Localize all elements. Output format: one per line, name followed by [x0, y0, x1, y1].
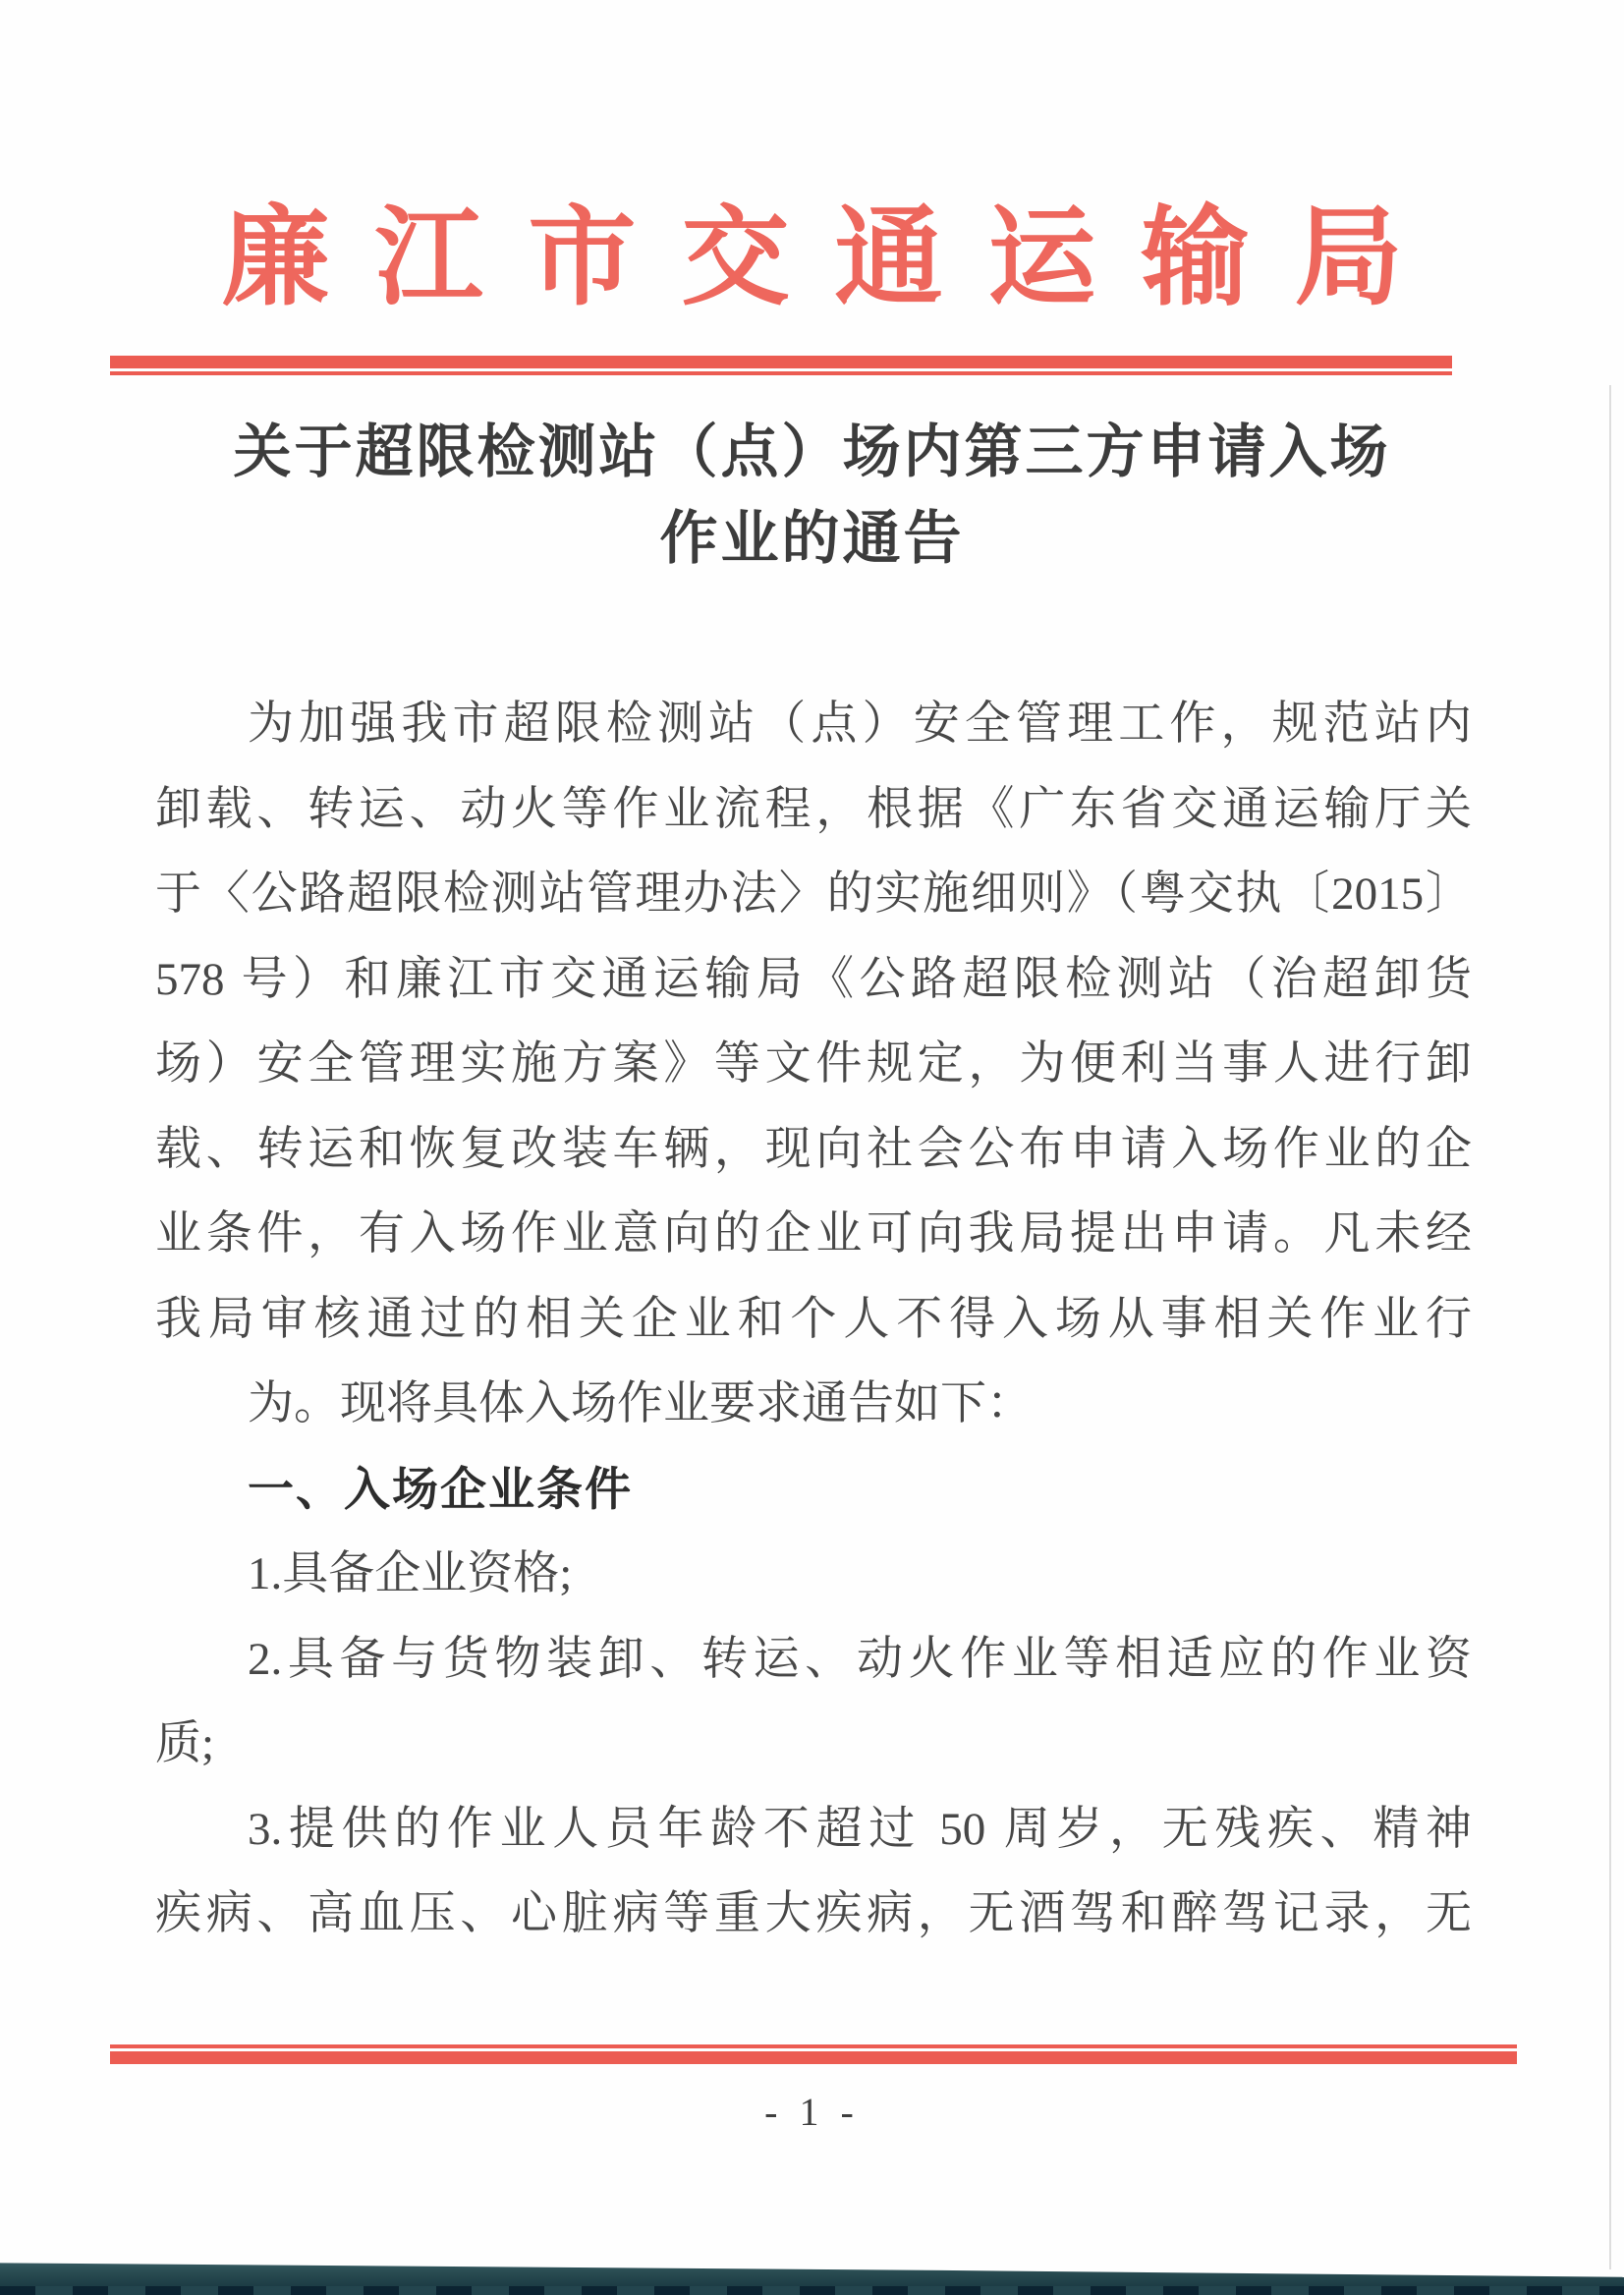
- body-line: 场）安全管理实施方案》等文件规定，为便利当事人进行卸: [155, 1038, 1472, 1090]
- agency-masthead: 廉江市交通运输局: [221, 198, 1448, 318]
- body-line: 为加强我市超限检测站（点）安全管理工作，规范站内: [248, 699, 1472, 750]
- body-line: 为。现将具体入场作业要求通告如下：: [248, 1378, 1033, 1429]
- section-heading: 一、入场企业条件: [248, 1462, 633, 1515]
- scan-bottom-dashes: [0, 2286, 1624, 2295]
- body-line: 578 号）和廉江市交通运输局《公路超限检测站（治超卸货: [155, 953, 1472, 1005]
- body-line: 于〈公路超限检测站管理办法〉的实施细则》（粤交执〔2015〕: [155, 868, 1472, 920]
- footer-divider-rule: [110, 2044, 1517, 2064]
- list-item-line: 3.提供的作业人员年龄不超过 50 周岁，无残疾、精神: [248, 1803, 1472, 1855]
- body-line: 卸载、转运、动火等作业流程，根据《广东省交通运输厅关: [155, 783, 1472, 835]
- scan-edge-artifact: [1609, 385, 1611, 2269]
- document-body: [155, 682, 1472, 1957]
- body-line: 业条件，有入场作业意向的企业可向我局提出申请。凡未经: [155, 1208, 1472, 1259]
- document-title: [0, 409, 1624, 582]
- body-line: 载、转运和恢复改装车辆，现向社会公布申请入场作业的企: [155, 1123, 1472, 1175]
- page-number: - 1 -: [764, 2090, 860, 2134]
- list-item-line: 1.具备企业资格;: [248, 1548, 573, 1599]
- document-title-line1: 关于超限检测站（点）场内第三方申请入场: [233, 420, 1391, 484]
- list-item-line: 质;: [155, 1718, 215, 1769]
- scan-bottom-artifact: [0, 2258, 1624, 2295]
- document-title-line2: 作业的通告: [659, 506, 965, 571]
- list-item-line: 疾病、高血压、心脏病等重大疾病，无酒驾和醉驾记录，无: [155, 1888, 1472, 1939]
- list-item-line: 2.具备与货物装卸、转运、动火作业等相适应的作业资: [248, 1633, 1472, 1685]
- body-line: 我局审核通过的相关企业和个人不得入场从事相关作业行: [155, 1293, 1472, 1345]
- masthead-divider-rule: [110, 356, 1452, 375]
